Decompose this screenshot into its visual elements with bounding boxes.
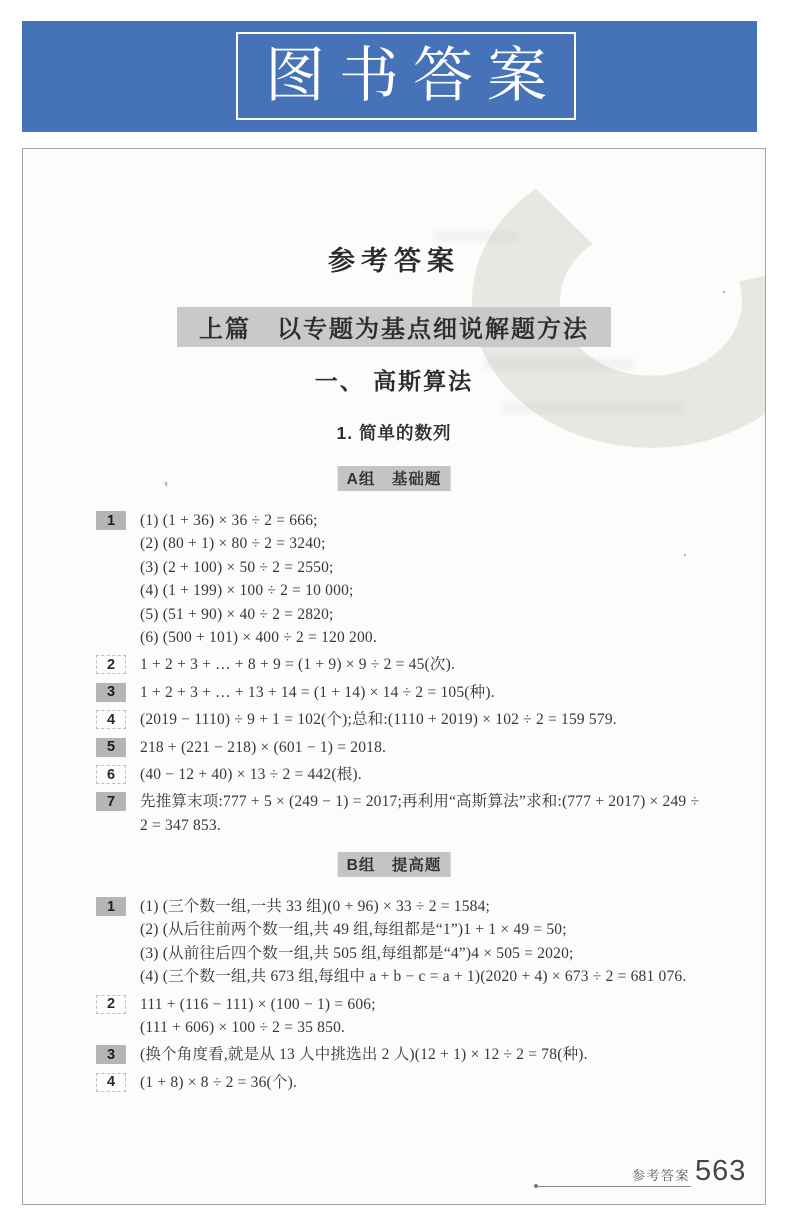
group-b-answers xyxy=(96,895,737,1098)
item-number-badge: 4 xyxy=(96,710,126,729)
banner xyxy=(22,21,757,132)
item-number-badge: 2 xyxy=(96,655,126,674)
group-a-answers xyxy=(96,509,737,841)
answer-item xyxy=(96,653,737,676)
answer-item xyxy=(96,993,737,1040)
answer-line: 1 + 2 + 3 + … + 13 + 14 = (1 + 14) × 14 ÷ 2 = 105(种). xyxy=(140,683,495,701)
footer-section-label: 参考答案 xyxy=(632,1168,691,1183)
group-b-label: B组 提高题 xyxy=(338,852,451,877)
answer-item xyxy=(96,736,737,759)
item-number-badge: 4 xyxy=(96,1073,126,1092)
answer-line: 218 + (221 − 218) × (601 − 1) = 2018. xyxy=(140,738,387,756)
answer-line: (换个角度看,就是从 13 人中挑选出 2 人)(12 + 1) × 12 ÷ 2 = 78(种). xyxy=(140,1046,588,1064)
banner-frame xyxy=(236,32,576,120)
answer-line: (40 − 12 + 40) × 13 ÷ 2 = 442(根). xyxy=(140,766,362,784)
item-number-badge: 5 xyxy=(96,738,126,757)
answer-line: 111 + (116 − 111) × (100 − 1) = 606; xyxy=(140,995,376,1013)
item-number-badge: 3 xyxy=(96,683,126,702)
answer-line: (5) (51 + 90) × 40 ÷ 2 = 2820; xyxy=(140,605,334,623)
page-number: 563 xyxy=(695,1155,747,1187)
scan-smudge xyxy=(503,402,683,414)
part-heading-bar: 上篇 以专题为基点细说解题方法 xyxy=(177,307,611,347)
footer-rule xyxy=(537,1186,691,1187)
answer-item xyxy=(96,1043,737,1066)
answer-line: (3) (从前往后四个数一组,共 505 组,每组都是“4”)4 × 505 = 2020; xyxy=(140,944,574,962)
answer-line: (2) (80 + 1) × 80 ÷ 2 = 3240; xyxy=(140,535,326,553)
answer-line: (4) (三个数一组,共 673 组,每组中 a + b − c = a + 1)(2020 + 4) × 673 ÷ 2 = 681 076. xyxy=(140,968,687,986)
answer-line: 2 = 347 853. xyxy=(140,816,221,834)
answer-item xyxy=(96,1071,737,1094)
answer-item xyxy=(96,895,737,989)
item-number-badge: 2 xyxy=(96,995,126,1014)
item-number-badge: 1 xyxy=(96,511,126,530)
answer-line: (6) (500 + 101) × 400 ÷ 2 = 120 200. xyxy=(140,629,377,647)
answer-item xyxy=(96,681,737,704)
answer-line: (1) (三个数一组,一共 33 组)(0 + 96) × 33 ÷ 2 = 1584; xyxy=(140,898,491,915)
answer-item xyxy=(96,509,737,649)
item-number-badge: 7 xyxy=(96,792,126,811)
answer-line: (1) (1 + 36) × 36 ÷ 2 = 666; xyxy=(140,512,318,529)
paper-speck xyxy=(723,291,725,293)
answer-line: (1 + 8) × 8 ÷ 2 = 36(个). xyxy=(140,1073,298,1091)
answer-line: 1 + 2 + 3 + … + 8 + 9 = (1 + 9) × 9 ÷ 2 = 45(次). xyxy=(140,656,456,674)
page-scan xyxy=(22,148,766,1205)
answer-item xyxy=(96,763,737,786)
answer-line: (3) (2 + 100) × 50 ÷ 2 = 2550; xyxy=(140,558,334,576)
answer-line: (4) (1 + 199) × 100 ÷ 2 = 10 000; xyxy=(140,582,354,600)
section-heading: 1. 简单的数列 xyxy=(336,423,452,443)
banner-title: 图书答案 xyxy=(265,43,561,109)
page-title: 参考答案 xyxy=(328,246,460,276)
chapter-heading: 一、 高斯算法 xyxy=(314,368,474,394)
item-number-badge: 3 xyxy=(96,1045,126,1064)
item-number-badge: 1 xyxy=(96,897,126,916)
answer-line: (2019 − 1110) ÷ 9 + 1 = 102(个);总和:(1110 + 2019) × 102 ÷ 2 = 159 579. xyxy=(140,711,617,729)
answer-line: (2) (从后往前两个数一组,共 49 组,每组都是“1”)1 + 1 × 49 = 50; xyxy=(140,921,567,939)
answer-item xyxy=(96,790,737,837)
group-a-label: A组 基础题 xyxy=(338,466,451,491)
stray-pencil-mark: ᶣ xyxy=(163,478,169,492)
answer-item xyxy=(96,708,737,731)
answer-line: 先推算末项:777 + 5 × (249 − 1) = 2017;再利用“高斯算法”求和:(777 + 2017) × 249 ÷ xyxy=(140,793,700,811)
answer-line: (111 + 606) × 100 ÷ 2 = 35 850. xyxy=(140,1019,346,1037)
item-number-badge: 6 xyxy=(96,765,126,784)
